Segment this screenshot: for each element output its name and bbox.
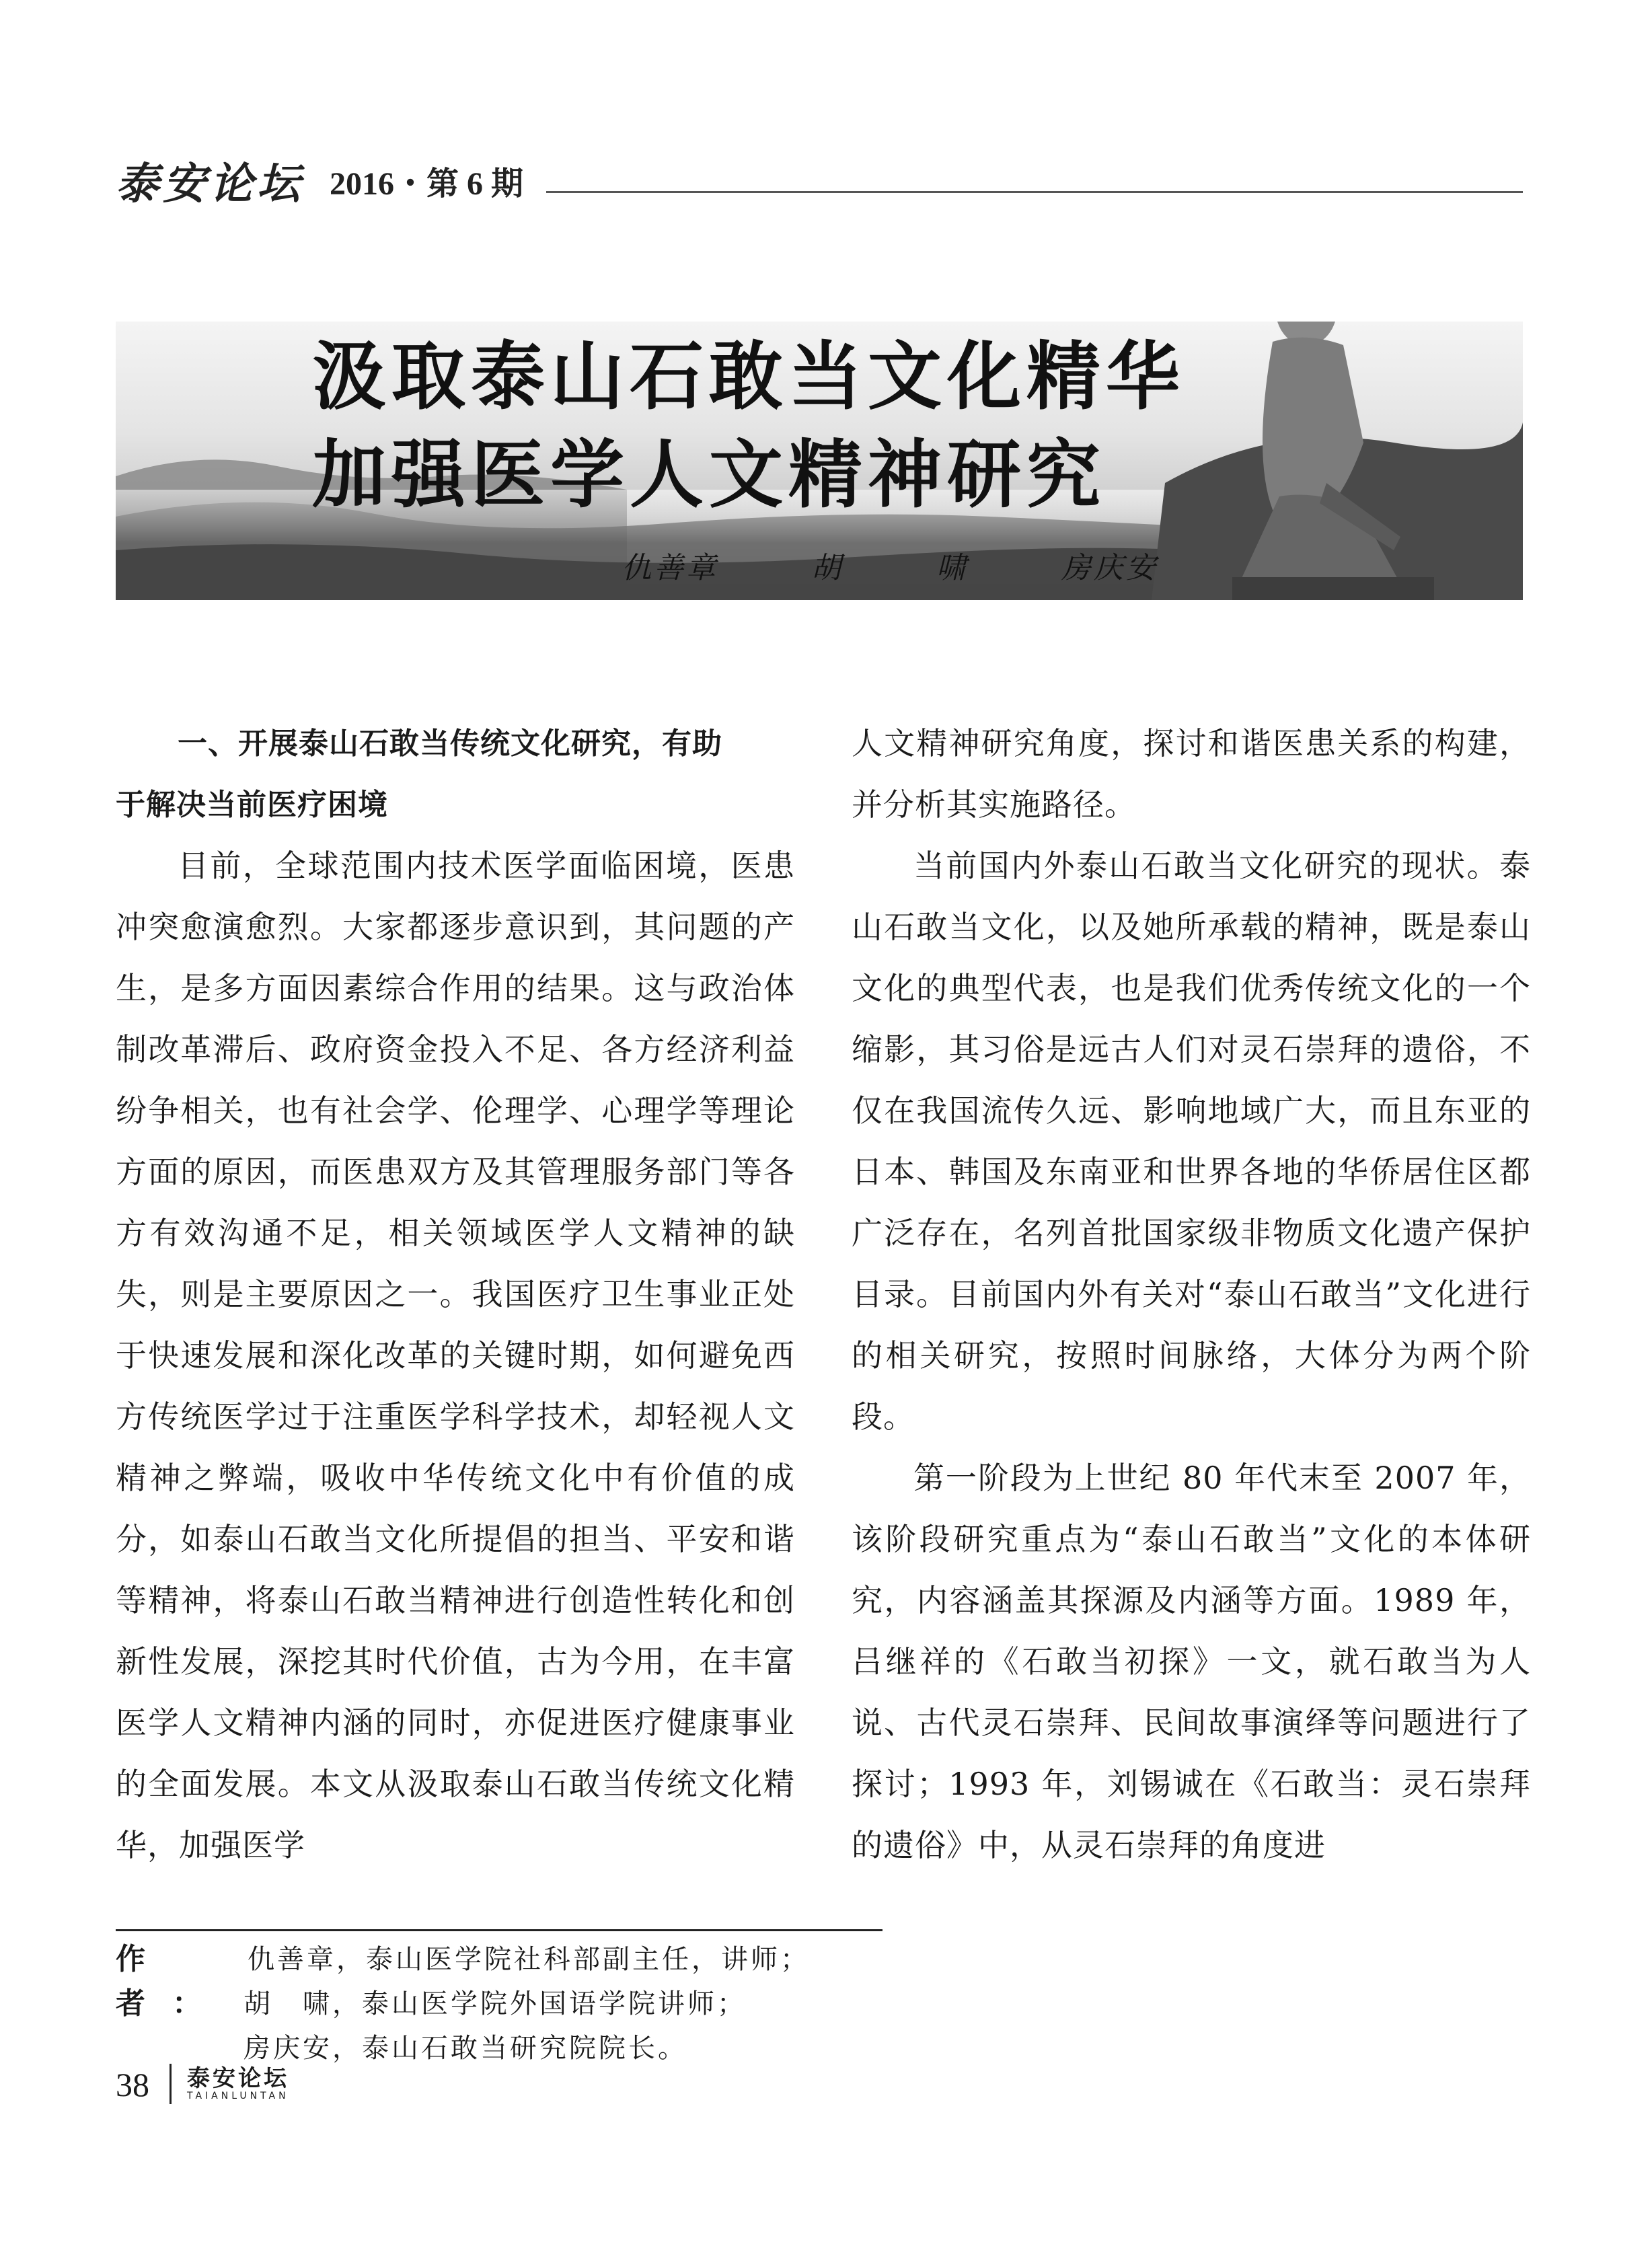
body-paragraph: 当前国内外泰山石敢当文化研究的现状。泰山石敢当文化，以及她所承载的精神，既是泰山文化的典型代表，也是我们优秀传统文化的一个缩影，其习俗是远古人们对灵石崇拜的遗俗，不仅在我国流传久远、影响地域广大，而且东亚的日本、韩国及东南亚和世界各地的华侨居住区都广泛存在，名列首批国家级非物质文化遗产保护目录。目前国内外有关对“泰山石敢当”文化进行的相关研究，按照时间脉络，大体分为两个阶段。: [852, 848, 1531, 1435]
footnote-divider: [116, 1929, 883, 1931]
author-note-line: 房庆安，泰山石敢当研究院院长。: [243, 2033, 687, 2064]
right-column: [852, 713, 1531, 1876]
footer-divider: [170, 2064, 172, 2104]
page-header: [116, 149, 1523, 209]
article-title-line-1: 汲取泰山石敢当文化精华: [312, 333, 1185, 420]
author-note-line: 仇善章，泰山医学院社科部副主任，讲师；: [248, 1944, 810, 1975]
body-paragraph: 目前，全球范围内技术医学面临困境，医患冲突愈演愈烈。大家都逐步意识到，其问题的产生，是多方面因素综合作用的结果。这与政治体制改革滞后、政府资金投入不足、各方经济利益纷争相关，也有社会学、伦理学、心理学等理论方面的原因，而医患双方及其管理服务部门等各方有效沟通不足，相关领域医学人文精神的缺失，则是主要原因之一。我国医疗卫生事业正处于快速发展和深化改革的关键时期，如何避免西方传统医学过于注重医学科学技术，却轻视人文精神之弊端，吸收中华传统文化中有价值的成分，如泰山石敢当文化所提倡的担当、平安和谐等精神，将泰山石敢当精神进行创造性转化和创新性发展，深挖其时代价值，古为今用，在丰富医学人文精神内涵的同时，亦促进医疗健康事业的全面发展。本文从汲取泰山石敢当传统文化精华，加强医学: [116, 848, 795, 1863]
section-heading: 一、开展泰山石敢当传统文化研究，有助: [178, 726, 722, 761]
footer-brand: 泰安论坛: [187, 2065, 289, 2092]
author-note-line: 胡 啸，泰山医学院外国语学院讲师；: [243, 1988, 747, 2019]
header-divider: [546, 191, 1523, 193]
article-title-line-2: 加强医学人文精神研究: [312, 431, 1106, 518]
footer-brand-pinyin: TAIANLUNTAN: [187, 2091, 289, 2101]
article-authors: 仇善章 胡 啸 房庆安: [622, 551, 1158, 585]
body-paragraph-continued: 人文精神研究角度，探讨和谐医患关系的构建，并分析其实施路径。: [852, 725, 1531, 823]
issue-label: 2016・第 6 期: [330, 166, 524, 202]
page-number: 38: [116, 2066, 149, 2103]
author-note-label: 作 者：: [116, 1942, 229, 2021]
left-column: [116, 713, 795, 1876]
title-banner: [116, 322, 1523, 600]
body-paragraph: 第一阶段为上世纪 80 年代末至 2007 年，该阶段研究重点为“泰山石敢当”文化的本体研究，内容涵盖其探源及内涵等方面。1989 年，吕继祥的《石敢当初探》一文，就石敢当为人说、古代灵石崇拜、民间故事演绎等问题进行了探讨；1993 年，刘锡诚在《石敢当：灵石崇拜的遗俗》中，从灵石崇拜的角度进: [852, 1460, 1531, 1863]
journal-brand: 泰安论坛: [116, 159, 304, 209]
warrior-statue-image: [1226, 322, 1441, 600]
section-heading-continued: 于解决当前医疗困境: [116, 788, 388, 822]
